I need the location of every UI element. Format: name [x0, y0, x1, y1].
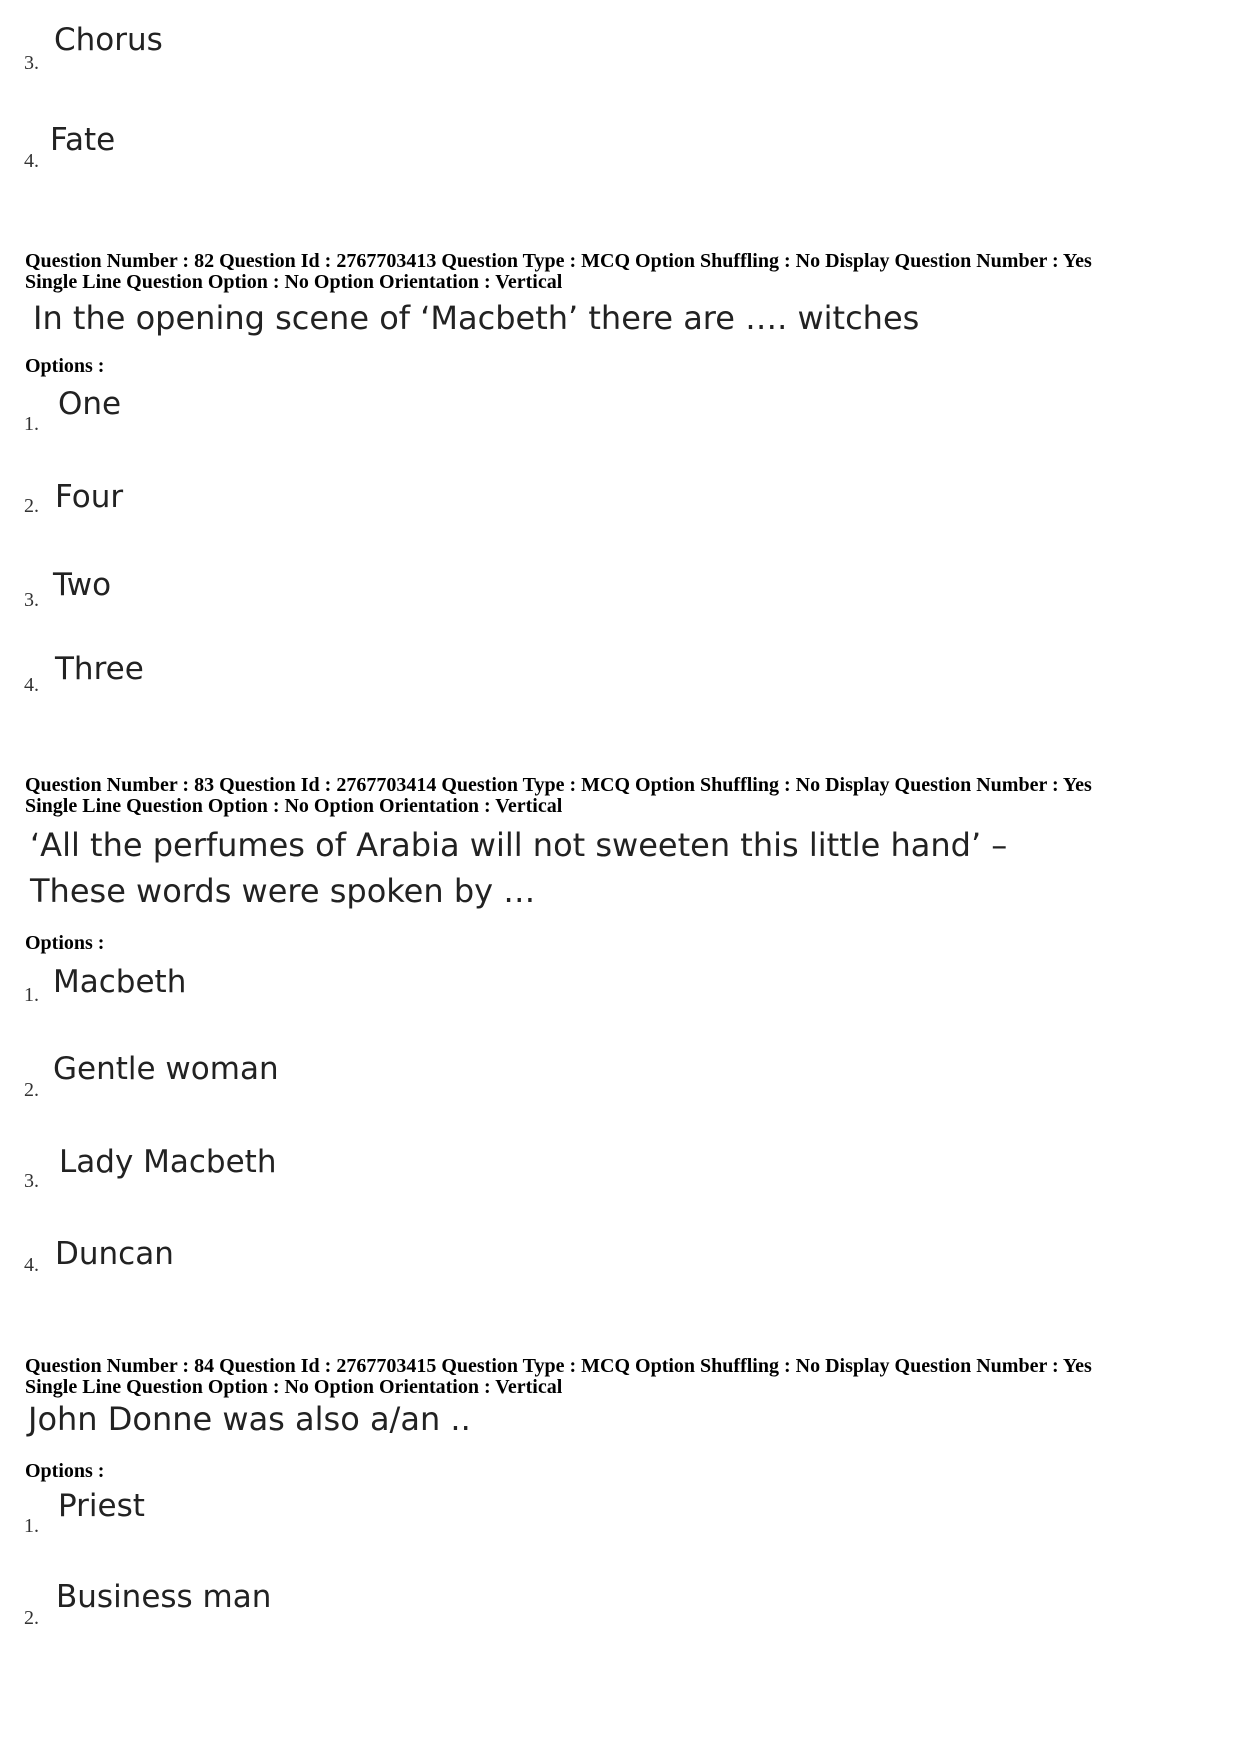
options-label: Options : [25, 1460, 105, 1482]
option-text: Chorus [54, 22, 163, 58]
question-text: John Donne was also a/an .. [28, 1400, 471, 1438]
question-meta-line2: Single Line Question Option : No Option Orientation : Vertical [25, 795, 563, 817]
question-text: In the opening scene of ‘Macbeth’ there are …. witches [33, 299, 920, 337]
option-text: Gentle woman [53, 1051, 279, 1087]
option-number: 2. [24, 1607, 39, 1629]
question-meta-line1: Question Number : 84 Question Id : 2767703415 Question Type : MCQ Option Shuffling : No Display Question Number : Yes [25, 1355, 1092, 1377]
option-text: One [58, 386, 122, 422]
option-number: 4. [24, 150, 39, 172]
option-text: Priest [58, 1488, 145, 1524]
option-number: 1. [24, 1515, 39, 1537]
option-number: 4. [24, 1254, 39, 1276]
option-number: 4. [24, 674, 39, 696]
option-text: Duncan [55, 1236, 174, 1272]
option-number: 1. [24, 984, 39, 1006]
options-label: Options : [25, 355, 105, 377]
option-text: Lady Macbeth [59, 1144, 277, 1180]
option-number: 2. [24, 495, 39, 517]
option-number: 3. [24, 1170, 39, 1192]
option-text: Two [53, 567, 112, 603]
option-text: Three [55, 651, 144, 687]
question-meta-line1: Question Number : 82 Question Id : 2767703413 Question Type : MCQ Option Shuffling : No Display Question Number : Yes [25, 250, 1092, 272]
options-label: Options : [25, 932, 105, 954]
question-text-line2: These words were spoken by … [30, 872, 536, 910]
question-meta-line1: Question Number : 83 Question Id : 2767703414 Question Type : MCQ Option Shuffling : No Display Question Number : Yes [25, 774, 1092, 796]
option-number: 3. [24, 589, 39, 611]
option-text: Business man [56, 1579, 272, 1615]
question-meta-line2: Single Line Question Option : No Option Orientation : Vertical [25, 271, 563, 293]
option-number: 1. [24, 413, 39, 435]
option-number: 2. [24, 1079, 39, 1101]
option-text: Fate [50, 122, 116, 158]
option-text: Macbeth [53, 964, 187, 1000]
option-text: Four [55, 479, 124, 515]
question-meta-line2: Single Line Question Option : No Option Orientation : Vertical [25, 1376, 563, 1398]
option-number: 3. [24, 52, 39, 74]
question-text-line1: ‘All the perfumes of Arabia will not sweeten this little hand’ – [30, 826, 1008, 864]
